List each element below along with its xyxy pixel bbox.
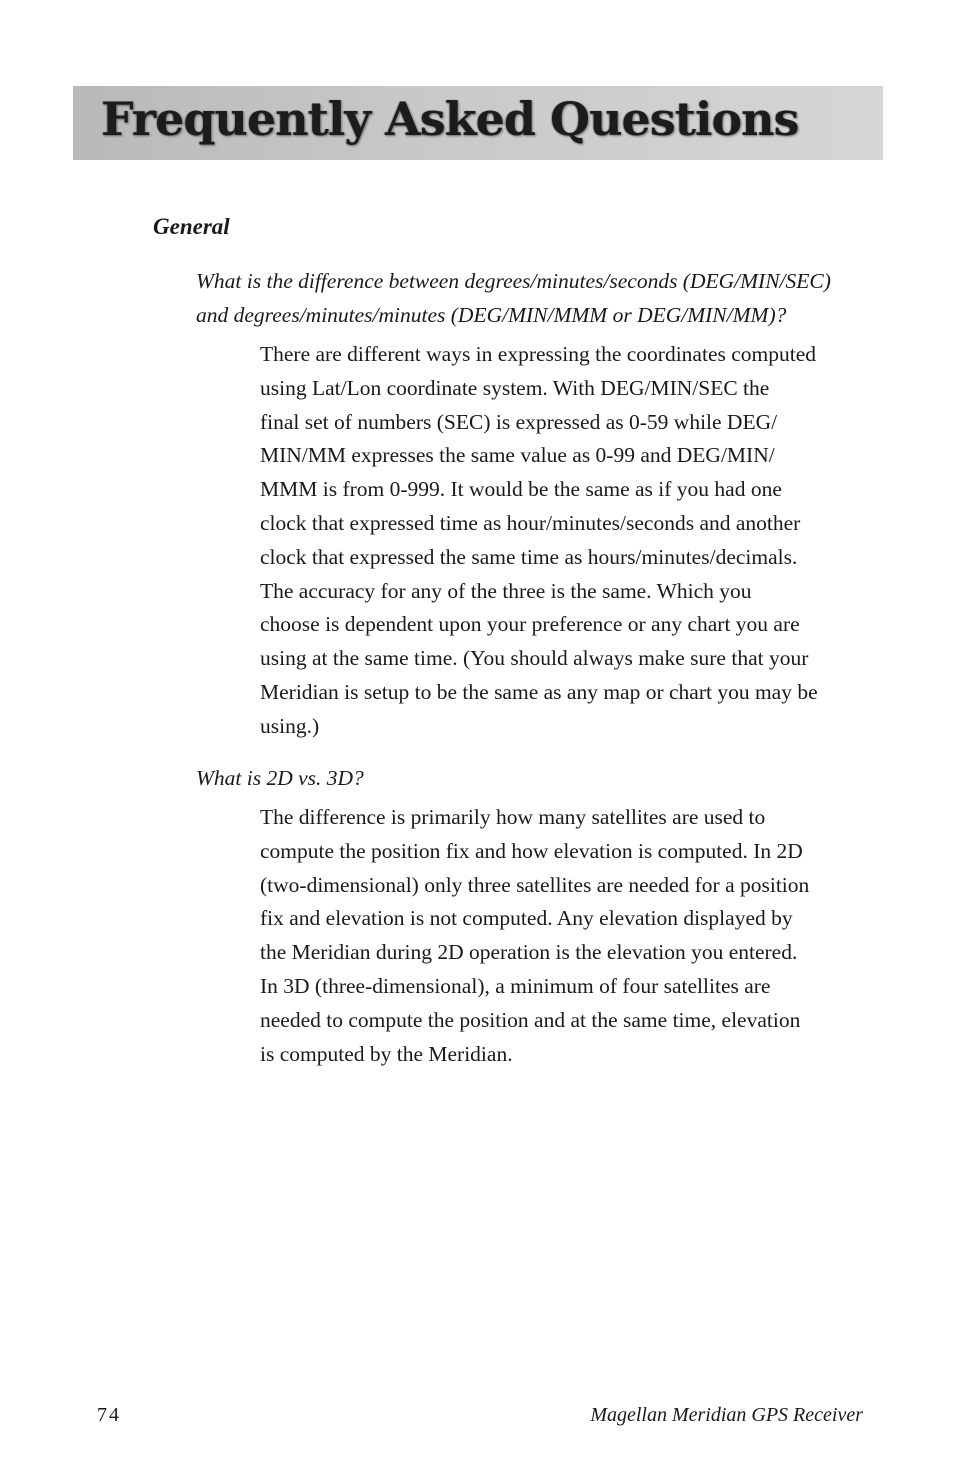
faq-answer-1-line: MMM is from 0-999. It would be the same as if you had one bbox=[260, 477, 782, 502]
faq-answer-1 bbox=[260, 338, 870, 744]
faq-answer-2-line: (two-dimensional) only three satellites are needed for a position bbox=[260, 872, 810, 897]
faq-answer-2-line: needed to compute the position and at the same time, elevation bbox=[260, 1007, 801, 1032]
faq-answer-2-line: the Meridian during 2D operation is the elevation you entered. bbox=[260, 940, 798, 965]
faq-question-1-line: What is the difference between degrees/minutes/seconds (DEG/MIN/SEC) bbox=[196, 269, 831, 293]
faq-answer-1-line: using Lat/Lon coordinate system. With DEG/MIN/SEC the bbox=[260, 375, 770, 400]
faq-answer-2-line: compute the position fix and how elevation is computed. In 2D bbox=[260, 838, 803, 863]
manual-title: Magellan Meridian GPS Receiver bbox=[590, 1404, 863, 1426]
faq-answer-1-line: Meridian is setup to be the same as any map or chart you may be bbox=[260, 679, 818, 704]
faq-question-1-line: and degrees/minutes/minutes (DEG/MIN/MMM or DEG/MIN/MM)? bbox=[196, 303, 787, 327]
faq-question-1 bbox=[196, 264, 876, 332]
faq-answer-2 bbox=[260, 801, 870, 1071]
title-banner bbox=[73, 86, 883, 160]
faq-answer-1-line: choose is dependent upon your preference or any chart you are bbox=[260, 612, 800, 637]
faq-answer-2-line: fix and elevation is not computed. Any elevation displayed by bbox=[260, 906, 793, 931]
section-heading: General bbox=[153, 214, 230, 239]
faq-answer-1-line: using.) bbox=[260, 713, 320, 738]
page-number: 74 bbox=[97, 1404, 121, 1426]
faq-question-2 bbox=[196, 761, 876, 795]
faq-answer-2-line: The difference is primarily how many satellites are used to bbox=[260, 805, 766, 829]
faq-answer-1-line: The accuracy for any of the three is the same. Which you bbox=[260, 578, 752, 603]
faq-answer-2-line: In 3D (three-dimensional), a minimum of four satellites are bbox=[260, 973, 771, 998]
faq-question-2-line: What is 2D vs. 3D? bbox=[196, 766, 364, 790]
faq-answer-1-line: final set of numbers (SEC) is expressed as 0-59 while DEG/ bbox=[260, 409, 778, 434]
faq-answer-1-line: MIN/MM expresses the same value as 0-99 and DEG/MIN/ bbox=[260, 443, 775, 468]
faq-answer-1-line: clock that expressed time as hour/minutes/seconds and another bbox=[260, 510, 801, 535]
faq-answer-1-line: using at the same time. (You should always make sure that your bbox=[260, 646, 809, 671]
faq-answer-1-line: clock that expressed the same time as hours/minutes/decimals. bbox=[260, 544, 798, 569]
page-title: Frequently Asked Questions bbox=[101, 92, 799, 146]
faq-answer-1-line: There are different ways in expressing the coordinates computed bbox=[260, 342, 817, 366]
faq-answer-2-line: is computed by the Meridian. bbox=[260, 1041, 513, 1066]
